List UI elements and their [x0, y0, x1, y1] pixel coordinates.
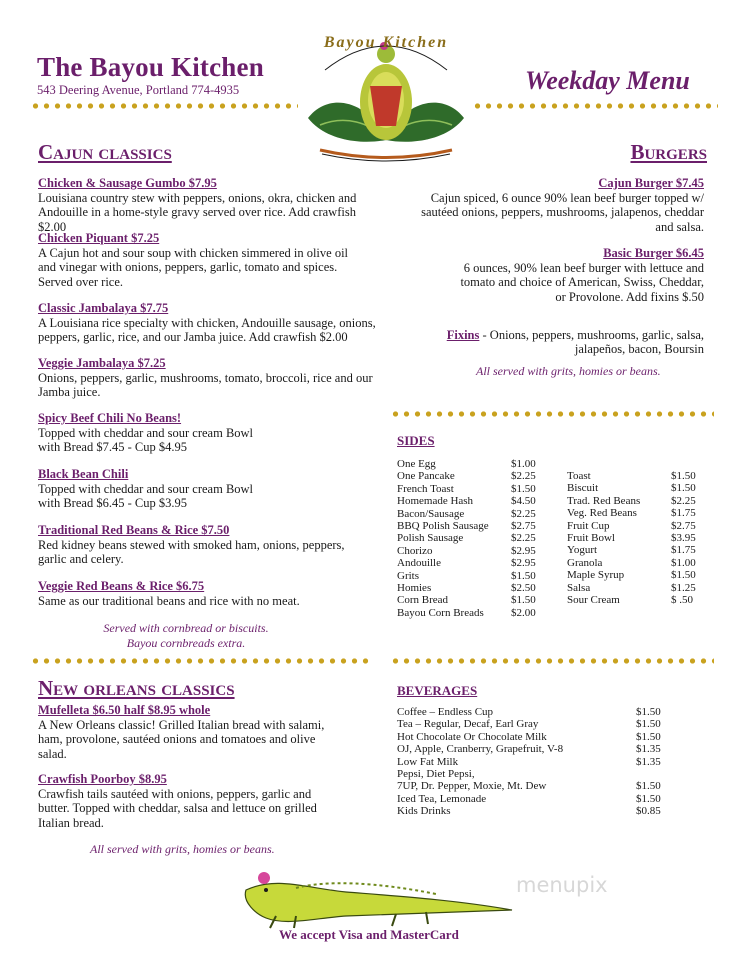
- burgers-heading: Burgers: [630, 140, 707, 164]
- header-divider: [30, 103, 298, 109]
- price-row: [567, 569, 697, 581]
- item-price: $1.35: [636, 755, 661, 768]
- price-row: [397, 570, 539, 582]
- item-price: $1.50: [636, 706, 661, 718]
- item-label: Polish Sausage: [397, 532, 464, 545]
- item-price: $1.35: [636, 743, 661, 756]
- burgers-note: All served with grits, homies or beans.: [476, 364, 661, 378]
- sides-heading: SIDES: [397, 433, 435, 448]
- price-row: [397, 495, 539, 507]
- item-label: Bacon/Sausage: [397, 507, 465, 520]
- item-label: Yogurt: [567, 544, 598, 557]
- new-orleans-item: [38, 703, 338, 761]
- item-price: $2.25: [511, 532, 536, 545]
- cajun-item: [38, 523, 378, 567]
- cajun-classics-heading: Cajun classics: [38, 140, 172, 164]
- item-name: Spicy Beef Chili No Beans!: [38, 411, 182, 425]
- sides-right-list: [567, 470, 697, 606]
- item-price: $2.95: [511, 557, 536, 570]
- fixins-text: - Onions, peppers, mushrooms, garlic, salsa, jalapeños, bacon, Boursin: [479, 328, 704, 357]
- item-description: Red kidney beans stewed with smoked ham, onions, peppers, garlic and celery.: [38, 538, 345, 567]
- payment-note: We accept Visa and MasterCard: [279, 927, 459, 942]
- logo-text: Bayou Kitchen: [323, 34, 449, 51]
- item-label: Trad. Red Beans: [567, 494, 641, 507]
- price-row: [567, 544, 697, 556]
- cajun-item: [38, 301, 378, 345]
- item-price: $2.75: [511, 520, 536, 533]
- item-price: $1.50: [636, 718, 661, 731]
- item-label: Salsa: [567, 581, 591, 594]
- item-label: Homemade Hash: [397, 495, 474, 508]
- price-row: [567, 582, 697, 594]
- item-description: Topped with cheddar and sour cream Bowl with Bread $7.45 - Cup $4.95: [38, 426, 254, 455]
- price-row: [397, 706, 663, 718]
- fixins-label: Fixins: [446, 328, 480, 342]
- price-row: [397, 470, 539, 482]
- burger-item: [420, 246, 704, 304]
- item-description: A Louisiana rice specialty with chicken, Andouille sausage, onions, peppers, garlic, rice, and our Jamba juice. Add crawfish $2.00: [38, 316, 376, 345]
- item-name: Veggie Red Beans & Rice $6.75: [38, 579, 205, 593]
- item-price: $1.00: [511, 458, 536, 470]
- item-description: Same as our traditional beans and rice with no meat.: [38, 594, 300, 608]
- burger-item: [420, 176, 704, 234]
- item-price: $1.50: [511, 594, 536, 607]
- item-label: BBQ Polish Sausage: [397, 520, 489, 533]
- fixins: [440, 328, 704, 357]
- item-label: Fruit Cup: [567, 519, 610, 532]
- item-price: $2.00: [511, 606, 536, 619]
- price-row: [397, 508, 539, 520]
- item-name: Mufelleta $6.50 half $8.95 whole: [38, 703, 211, 717]
- price-row: [397, 532, 539, 544]
- price-row: [397, 768, 663, 780]
- item-label: Grits: [397, 569, 419, 582]
- item-price: $2.25: [511, 470, 536, 483]
- item-label: 7UP, Dr. Pepper, Moxie, Mt. Dew: [397, 780, 547, 793]
- item-label: French Toast: [397, 482, 454, 495]
- price-row: [567, 594, 697, 606]
- item-label: Low Fat Milk: [397, 755, 459, 768]
- item-price: $4.50: [511, 495, 536, 508]
- price-row: [567, 557, 697, 569]
- item-price: $3.95: [671, 532, 696, 545]
- item-label: Homies: [397, 582, 432, 595]
- item-description: A New Orleans classic! Grilled Italian bread with salami, ham, provolone, sautéed onions and tomatoes and olive salad.: [38, 718, 325, 761]
- price-row: [567, 520, 697, 532]
- item-label: Sour Cream: [567, 594, 620, 607]
- new-orleans-heading: New orleans classics: [38, 676, 235, 700]
- new-orleans-note: All served with grits, homies or beans.: [90, 842, 275, 856]
- restaurant-address: 543 Deering Avenue, Portland 774-4935: [37, 83, 240, 97]
- cajun-item: [38, 411, 378, 455]
- section-divider: [390, 411, 714, 417]
- price-row: [397, 520, 539, 532]
- item-price: $1.50: [636, 780, 661, 793]
- item-name: Traditional Red Beans & Rice $7.50: [38, 523, 230, 537]
- section-divider: [390, 658, 714, 664]
- item-name: Black Bean Chili: [38, 467, 129, 481]
- price-row: [397, 743, 663, 755]
- bayou-kitchen-logo: [300, 30, 472, 166]
- item-price: $1.50: [636, 792, 661, 805]
- price-row: [397, 458, 539, 470]
- restaurant-title: The Bayou Kitchen: [37, 52, 264, 82]
- item-label: Toast: [567, 470, 591, 482]
- item-price: $1.50: [511, 482, 536, 495]
- item-label: Bayou Corn Breads: [397, 606, 484, 619]
- item-price: $1.50: [671, 482, 696, 495]
- item-description: Onions, peppers, garlic, mushrooms, tomato, broccoli, rice and our Jamba juice.: [38, 371, 373, 400]
- item-name: Cajun Burger $7.45: [598, 176, 704, 190]
- cajun-item: [38, 176, 378, 234]
- item-price: $1.50: [636, 730, 661, 743]
- item-price: $2.95: [511, 544, 536, 557]
- item-price: $1.50: [671, 569, 696, 582]
- item-label: Hot Chocolate Or Chocolate Milk: [397, 730, 547, 743]
- beverages-list: [397, 706, 663, 818]
- item-label: Granola: [567, 556, 603, 569]
- item-description: Louisiana country stew with peppers, onions, okra, chicken and Andouille in a home-style gravy served over rice. Add crawfish $2.00: [38, 191, 357, 234]
- price-row: [567, 495, 697, 507]
- price-row: [397, 805, 663, 817]
- price-row: [567, 482, 697, 494]
- item-description: 6 ounces, 90% lean beef burger with lettuce and tomato and choice of American, Swiss, Cheddar, or Provolone. Add fixins $.50: [460, 261, 704, 304]
- item-label: Iced Tea, Lemonade: [397, 792, 487, 805]
- price-row: [397, 483, 539, 495]
- item-label: Kids Drinks: [397, 805, 451, 818]
- price-row: [567, 532, 697, 544]
- price-row: [397, 582, 539, 594]
- item-price: $1.50: [671, 470, 696, 482]
- price-row: [397, 557, 539, 569]
- item-label: Tea – Regular, Decaf, Earl Gray: [397, 718, 539, 731]
- item-name: Chicken & Sausage Gumbo $7.95: [38, 176, 217, 190]
- item-label: One Pancake: [397, 470, 455, 483]
- menupix-watermark: menupix: [516, 873, 608, 897]
- item-label: Fruit Bowl: [567, 532, 615, 545]
- item-price: $1.75: [671, 544, 696, 557]
- item-description: Crawfish tails sautéed with onions, peppers, garlic and butter. Topped with cheddar, salsa and lettuce on grilled Italian bread.: [38, 787, 317, 830]
- cajun-item: [38, 231, 378, 289]
- cajun-item: [38, 467, 378, 511]
- price-row: [397, 780, 663, 792]
- price-row: [397, 607, 539, 619]
- alligator-illustration: [236, 866, 516, 930]
- beverages-heading: BEVERAGES: [397, 683, 478, 698]
- cajun-note: Bayou cornbreads extra.: [126, 636, 246, 650]
- item-label: Maple Syrup: [567, 569, 625, 582]
- item-price: $0.85: [636, 805, 661, 818]
- item-price: $ .50: [671, 594, 693, 607]
- item-price: $1.25: [671, 581, 696, 594]
- section-divider: [30, 658, 370, 664]
- price-row: [397, 594, 539, 606]
- cajun-item: [38, 579, 378, 608]
- price-row: [397, 793, 663, 805]
- item-name: Crawfish Poorboy $8.95: [38, 772, 167, 786]
- item-label: One Egg: [397, 458, 436, 470]
- item-label: Corn Bread: [397, 594, 449, 607]
- item-price: $2.50: [511, 582, 536, 595]
- price-row: [397, 756, 663, 768]
- item-price: $1.75: [671, 507, 696, 520]
- item-name: Basic Burger $6.45: [603, 246, 704, 260]
- item-label: Pepsi, Diet Pepsi,: [397, 768, 475, 781]
- item-description: Cajun spiced, 6 ounce 90% lean beef burger topped w/ sautéed onions, peppers, mushrooms, jalapenos, cheddar and salsa.: [421, 191, 704, 234]
- sides-left-list: [397, 458, 539, 619]
- item-label: Veg. Red Beans: [567, 507, 637, 520]
- item-label: Biscuit: [567, 482, 599, 495]
- item-price: $2.25: [511, 507, 536, 520]
- item-name: Veggie Jambalaya $7.25: [38, 356, 166, 370]
- new-orleans-item: [38, 772, 338, 830]
- item-price: $1.00: [671, 556, 696, 569]
- item-label: OJ, Apple, Cranberry, Grapefruit, V-8: [397, 743, 564, 756]
- price-row: [397, 718, 663, 730]
- item-label: Chorizo: [397, 544, 433, 557]
- item-name: Classic Jambalaya $7.75: [38, 301, 169, 315]
- price-row: [397, 545, 539, 557]
- price-row: [567, 507, 697, 519]
- price-row: [567, 470, 697, 482]
- item-price: $2.75: [671, 519, 696, 532]
- menu-name: Weekday Menu: [525, 66, 690, 95]
- cajun-note: Served with cornbread or biscuits.: [103, 621, 269, 635]
- item-price: $1.50: [511, 569, 536, 582]
- item-price: $2.25: [671, 494, 696, 507]
- cajun-item: [38, 356, 378, 400]
- item-label: Coffee – Endless Cup: [397, 706, 494, 718]
- item-description: A Cajun hot and sour soup with chicken simmered in olive oil and vinegar with onions, peppers, garlic, tomato and spices. Served over rice.: [38, 246, 349, 289]
- item-name: Chicken Piquant $7.25: [38, 231, 160, 245]
- price-row: [397, 731, 663, 743]
- item-description: Topped with cheddar and sour cream Bowl with Bread $6.45 - Cup $3.95: [38, 482, 254, 511]
- item-label: Andouille: [397, 557, 441, 570]
- header-divider-right: [472, 103, 718, 109]
